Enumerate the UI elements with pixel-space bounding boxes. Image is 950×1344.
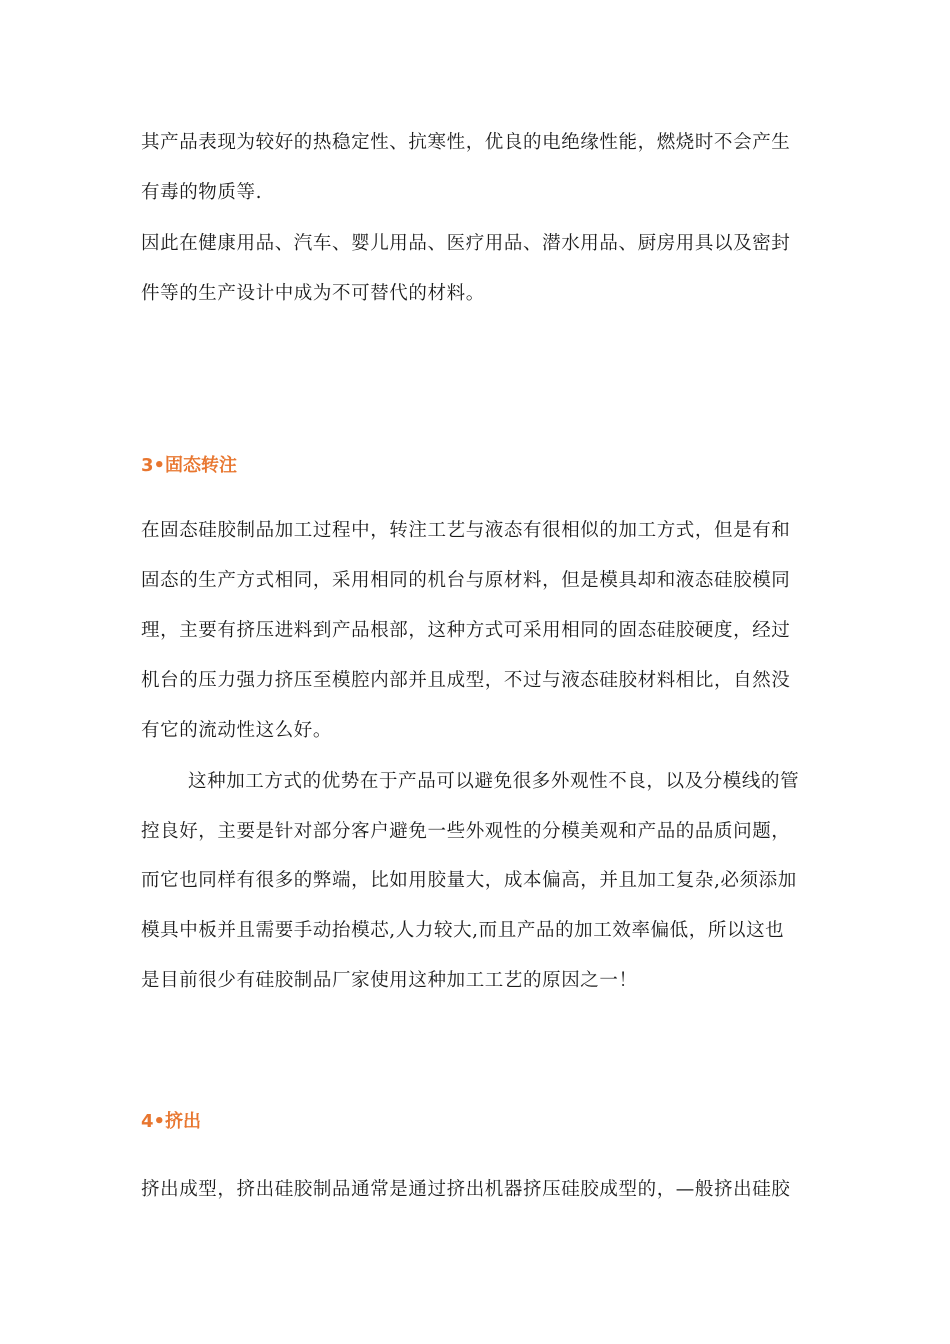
section-3-heading: 3•固态转注 [141,455,238,476]
section-3-para2-line-2: 控良好，主要是针对部分客户避免一些外观性的分模美观和产品的品质问题， [141,821,791,842]
intro-line-3: 因此在健康用品、汽车、婴儿用品、医疗用品、潜水用品、厨房用具以及密封 [141,233,791,254]
section-3-para1-line-3: 理，主要有挤压进料到产品根部，这种方式可采用相同的固态硅胶硬度，经过 [141,620,791,641]
section-4-heading: 4•挤出 [141,1111,202,1132]
section-3-para1-line-5: 有它的流动性这么好。 [141,720,333,741]
section-3-para1-line-1: 在固态硅胶制品加工过程中，转注工艺与液态有很相似的加工方式，但是有和 [141,520,791,541]
intro-line-4: 件等的生产设计中成为不可替代的材料。 [141,283,485,304]
intro-line-2: 有毒的物质等. [141,182,263,203]
intro-line-1: 其产品表现为较好的热稳定性、抗寒性，优良的电绝缘性能，燃烧时不会产生 [141,132,791,153]
section-3-para1-line-2: 固态的生产方式相同，采用相同的机台与原材料，但是模具却和液态硅胶模同 [141,570,791,591]
section-3-para1-line-4: 机台的压力强力挤压至模腔内部并且成型，不过与液态硅胶材料相比，自然没 [141,670,791,691]
section-3-para2-line-3: 而它也同样有很多的弊端，比如用胶量大，成本偏高，并且加工复杂,必须添加 [141,870,797,891]
section-4-para1-line-1: 挤出成型，挤出硅胶制品通常是通过挤出机器挤压硅胶成型的，—般挤出硅胶 [141,1179,791,1200]
section-3-para2-line-5: 是目前很少有硅胶制品厂家使用这种加工工艺的原因之一！ [141,970,638,991]
section-3-para2-line-4: 模具中板并且需要手动抬模芯,人力较大,而且产品的加工效率偏低，所以这也 [141,920,785,941]
section-3-para2-line-1: 这种加工方式的优势在于产品可以避免很多外观性不良，以及分模线的管 [188,771,800,792]
